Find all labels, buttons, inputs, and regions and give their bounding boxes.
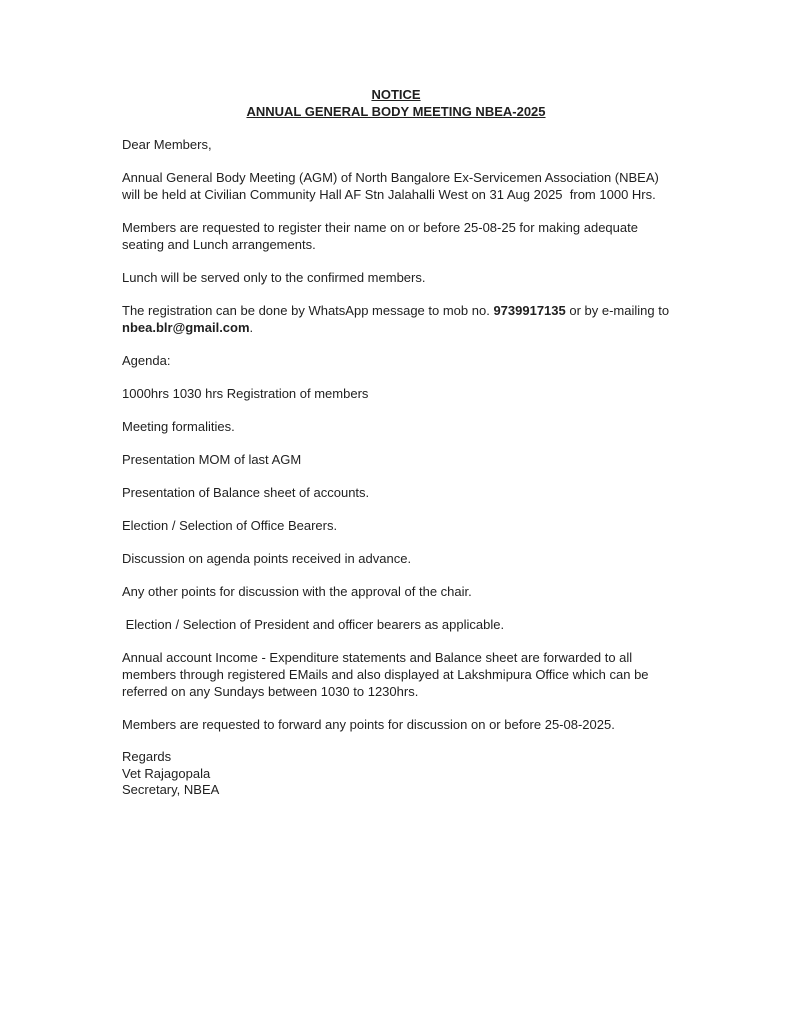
meeting-title: ANNUAL GENERAL BODY MEETING NBEA-2025	[246, 104, 546, 119]
registration-text-mid: or by e-mailing to	[565, 303, 673, 318]
signature-block	[122, 749, 670, 799]
registration-paragraph	[122, 302, 673, 336]
agenda-label: Agenda:	[122, 353, 171, 368]
registration-text-post: .	[249, 320, 254, 335]
agm-details-paragraph: Annual General Body Meeting (AGM) of North Bangalore Ex-Servicemen Association (NBEA) will be held at Civilian Community Hall AF Stn Jalahalli West on 31 Aug 2025 from 1000 Hrs.	[122, 170, 667, 202]
accounts-statement-paragraph: Annual account Income - Expenditure statements and Balance sheet are forwarded to all members through registered EMails and also displayed at Lakshmipura Office which can be referred on any Sundays between 1030 to 1230hrs.	[122, 650, 653, 699]
lunch-paragraph: Lunch will be served only to the confirmed members.	[122, 270, 426, 285]
salutation: Dear Members,	[122, 137, 212, 152]
notice-title: NOTICE	[371, 87, 421, 102]
signature-name: Vet Rajagopala	[122, 765, 211, 781]
agenda-item-president-election: Election / Selection of President and officer bearers as applicable.	[122, 617, 505, 632]
registration-text-pre: The registration can be done by WhatsApp message to mob no.	[122, 303, 494, 318]
agenda-item-registration: 1000hrs 1030 hrs Registration of members	[122, 386, 369, 401]
signature-designation: Secretary, NBEA	[122, 782, 220, 797]
phone-number: 9739917135	[493, 303, 566, 318]
register-request-paragraph: Members are requested to register their name on or before 25-08-25 for making adequate seating and Lunch arrangements.	[122, 220, 642, 252]
agenda-item-discussion: Discussion on agenda points received in advance.	[122, 551, 412, 566]
agenda-item-other-points: Any other points for discussion with the approval of the chair.	[122, 584, 472, 599]
agenda-item-balance-sheet: Presentation of Balance sheet of accounts.	[122, 485, 370, 500]
signature-regards: Regards	[122, 749, 172, 764]
forward-points-paragraph: Members are requested to forward any points for discussion on or before 25-08-2025.	[122, 717, 615, 732]
agenda-item-formalities: Meeting formalities.	[122, 419, 235, 434]
agenda-item-mom: Presentation MOM of last AGM	[122, 452, 302, 467]
email-address: nbea.blr@gmail.com	[122, 320, 250, 335]
agenda-item-office-bearers: Election / Selection of Office Bearers.	[122, 518, 338, 533]
